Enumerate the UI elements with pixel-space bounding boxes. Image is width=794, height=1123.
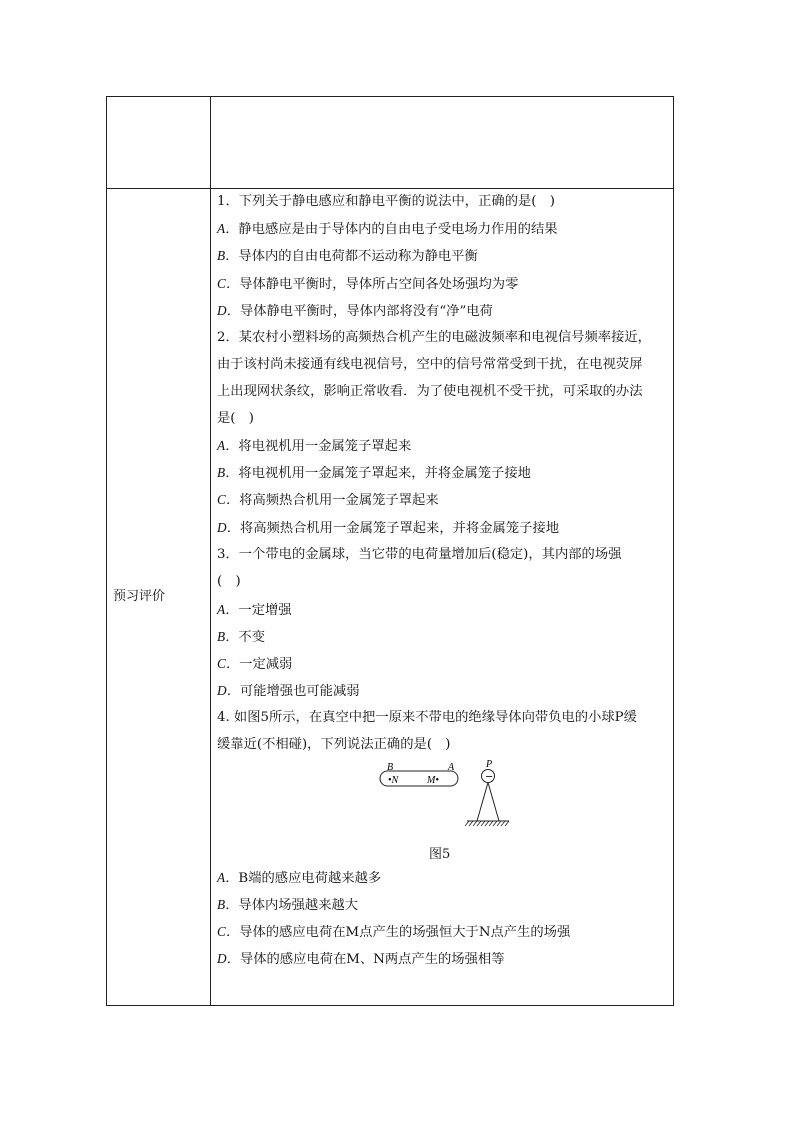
row-label-preview-evaluation: 预习评价 [113,589,166,604]
conductor-and-ball-figure [377,759,527,831]
negative-sign: − [485,771,494,783]
q4-stem-line-2: 缓靠近(不相碰)，下列说法正确的是( ) [217,737,451,752]
q1-option-b: B．导体内的自由电荷都不运动称为静电平衡 [217,248,478,264]
q3-option-c: C．一定减弱 [217,656,293,672]
q3-option-a: A．一定增强 [217,602,292,618]
label-n: •N [388,775,399,786]
q4-option-c: C．导体的感应电荷在M点产生的场强恒大于N点产生的场强 [217,924,571,940]
column-divider [210,97,211,1005]
label-b: B [387,762,394,773]
q2-stem-line-3: 上出现网状条纹，影响正常收看．为了使电视机不受干扰，可采取的办法 [217,384,643,399]
q3-stem-line-2: ( ) [217,574,241,589]
q2-stem-line-1: 2．某农村小塑料场的高频热合机产生的电磁波频率和电视信号频率接近， [217,330,651,345]
q4-option-b: B．导体内场强越来越大 [217,897,359,913]
q3-option-b: B．不变 [217,629,266,645]
q3-stem-line-1: 3．一个带电的金属球，当它带的电荷量增加后(稳定)，其内部的场强 [217,547,622,562]
q2-option-a: A．将电视机用一金属笼子罩起来 [217,438,412,454]
figure-caption: 图5 [429,847,451,862]
stand-right [488,783,499,822]
q2-option-b: B．将电视机用一金属笼子罩起来，并将金属笼子接地 [217,465,531,481]
q2-option-d: D．将高频热合机用一金属笼子罩起来，并将金属笼子接地 [217,520,560,536]
q1-stem: 1．下列关于静电感应和静电平衡的说法中，正确的是( ) [217,194,555,209]
q1-option-c: C．导体静电平衡时，导体所占空间各处场强均为零 [217,276,519,292]
q1-option-a: A．静电感应是由于导体内的自由电子受电场力作用的结果 [217,221,558,237]
q2-stem-line-4: 是( ) [217,411,254,426]
q4-option-d: D．导体的感应电荷在M、N两点产生的场强相等 [217,951,505,967]
row-divider [107,188,673,189]
q2-stem-line-2: 由于该村尚未接通有线电视信号，空中的信号常常受到干扰，在电视荧屏 [217,357,643,372]
label-a: A [448,762,455,773]
q4-stem-line-1: 4. 如图5所示，在真空中把一原来不带电的绝缘导体向带负电的小球P缓 [217,710,637,725]
q3-option-d: D．可能增强也可能减弱 [217,683,360,699]
q2-option-c: C．将高频热合机用一金属笼子罩起来 [217,492,439,508]
label-m: M• [427,775,439,786]
lesson-table [106,96,674,1006]
q4-option-a: A．B端的感应电荷越来越多 [217,870,382,886]
ground-hatching [465,821,509,826]
label-p: P [486,759,493,770]
q1-option-d: D．导体静电平衡时，导体内部将没有“净”电荷 [217,303,493,319]
stand-left [477,783,488,822]
